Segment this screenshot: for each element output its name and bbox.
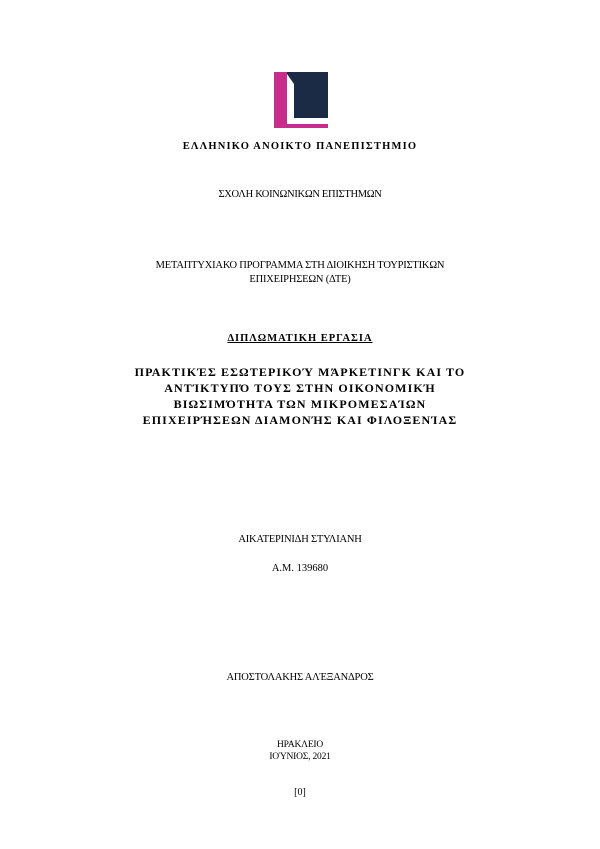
school-name: ΣΧΟΛΗ ΚΟΙΝΩΝΙΚΩΝ ΕΠΙΣΤΗΜΩΝ [218, 189, 382, 200]
city: ΗΡΑΚΛΕΙΟ [276, 740, 324, 750]
program-line-2: ΕΠΙΧΕΙΡΗΣΕΩΝ (ΔΤΕ) [249, 274, 351, 285]
place-date [0, 739, 600, 763]
title-line-3: ΒΙΩΣΙΜΌΤΗΤΑ ΤΩΝ ΜΙΚΡΟΜΕΣΑΊΩΝ [173, 397, 427, 411]
university-logo-icon [274, 72, 328, 128]
author-name: ΑΙΚΑΤΕΡΙΝΙΔΗ ΣΤΥΛΙΑΝΗ [238, 534, 362, 545]
date: ΙΟΎΝΙΟΣ, 2021 [269, 752, 331, 762]
thesis-title [0, 364, 600, 428]
program-line-1: ΜΕΤΑΠΤΥΧΙΑΚΟ ΠΡΟΓΡΑΜΜΑ ΣΤΗ ΔΙΟΙΚΗΣΗ ΤΟΥΡΙΣΤΙΚΩΝ [155, 260, 445, 271]
thesis-type: ΔΙΠΛΩΜΑΤΙΚΗ ΕΡΓΑΣΙΑ [227, 333, 373, 344]
title-line-4: ΕΠΙΧΕΙΡΉΣΕΩΝ ΔΙΑΜΟΝΉΣ ΚΑΙ ΦΙΛΟΞΕΝΊΑΣ [142, 413, 458, 427]
student-id: Α.Μ. 139680 [271, 563, 329, 574]
supervisor-name: ΑΠΟΣΤΟΛΑΚΗΣ ΑΛΈΞΑΝΔΡΟΣ [226, 672, 374, 683]
title-line-1: ΠΡΑΚΤΙΚΈΣ ΕΣΩΤΕΡΙΚΟΎ ΜΆΡΚΕΤΙΝΓΚ ΚΑΙ ΤΟ [134, 365, 466, 379]
title-line-2: ΑΝΤΊΚΤΥΠΌ ΤΟΥΣ ΣΤΗΝ ΟΙΚΟΝΟΜΙΚΉ [164, 381, 436, 395]
page-number: [0] [294, 787, 306, 798]
university-name: ΕΛΛΗΝΙΚΟ ΑΝΟΙΚΤΟ ΠΑΝΕΠΙΣΤΗΜΙΟ [182, 141, 418, 152]
program-name [0, 259, 600, 287]
